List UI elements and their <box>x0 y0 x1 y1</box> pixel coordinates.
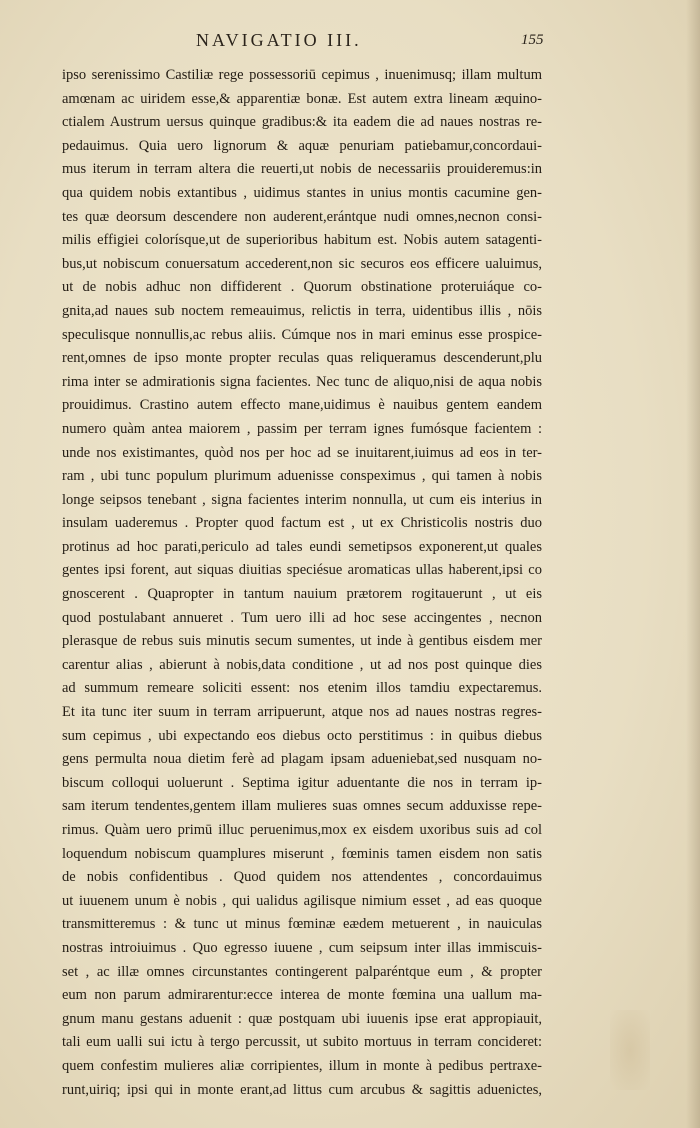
text-line: ipso serenissimo Castiliæ rege possessoriū cepimus , inuenimusq; illam multum <box>62 67 542 83</box>
text-line: rima inter se admirationis signa facientes. Nec tunc de aliquo,nisi de aqua nobis <box>62 373 542 390</box>
text-line: rent,omnes de ipso monte propter reculas quas reliqueramus descenderunt,plu <box>62 350 542 367</box>
text-line: de nobis confidentibus . Quod quidem nos attendentes , concordauimus <box>62 869 542 886</box>
text-line: amœnam ac uiridem esse,& apparentiæ bonæ. Est autem extra lineam æquino- <box>62 90 542 107</box>
text-line: gnoscerent . Quapropter in tantum nauium prætorem rogitauerunt , ut eis <box>62 586 542 603</box>
text-line: ut iuuenem unum è nobis , qui ualidus agilisque nimium esset , ad eas quoque <box>62 892 542 909</box>
text-line: nostras introiuimus . Quo egresso iuuene , cum seipsum inter illas immiscuis- <box>62 939 542 956</box>
page-header <box>0 30 700 58</box>
text-line: ad summum remeare soliciti essent: nos etenim illos tamdiu expectaremus. <box>62 680 542 697</box>
text-line: gnum manu gestans aduenit : quæ postquam ubi iuuenis ipse erat appropiauit, <box>62 1010 542 1027</box>
text-line: mus iterum in terram altera die reuerti,ut nobis de necessariis prouideremus:in <box>62 161 542 178</box>
text-line: bus,ut nobiscum conuersatum accederent,non sic securos eos efficere ualuimus, <box>62 255 542 272</box>
text-line: Et ita tunc iter suum in terram arripuerunt, atque nos ad naues nostras regres- <box>62 704 542 721</box>
text-line: longe seipsos tenebant , signa facientes interim nonnulla, ut cum eis interius in <box>62 491 542 508</box>
page-edge-shadow <box>686 0 700 1128</box>
text-line: set , ac illæ omnes circunstantes contingerent palparéntque eum , & propter <box>62 963 542 980</box>
body-text <box>62 64 542 1102</box>
text-line: speculisque nonnullis,ac rebus aliis. Cúmque nos in mari eminus esse prospice- <box>62 326 542 343</box>
text-line: ram , ubi tunc populum plurimum aduenisse conspeximus , qui tamen à nobis <box>62 468 542 485</box>
paper-stain <box>610 1010 650 1090</box>
text-line: pedauimus. Quia uero lignorum & aquæ penuriam patiebamur,concordaui- <box>62 137 542 154</box>
text-line: biscum colloqui uoluerunt . Septima igitur aduentante die nos in terram ip- <box>62 774 542 791</box>
text-line: quod postulabant annueret . Tum uero illi ad hoc sese accingentes , necnon <box>62 609 542 626</box>
text-line: gentes ipsi forent, aut siquas diuitias speciésue aromaticas ullas haberent,ipsi co <box>62 562 542 579</box>
running-head: NAVIGATIO III. <box>196 30 362 50</box>
text-line: runt,uiriq; ipsi qui in monte erant,ad littus cum arcubus & sagittis aduenictes, <box>62 1081 542 1098</box>
text-line: protinus ad hoc parati,periculo ad tales eundi semetipsos exponerent,ut quales <box>62 538 542 555</box>
text-line: ut de nobis adhuc non diffiderent . Quorum obstinatione proteruiáque co- <box>62 279 542 296</box>
text-line: insulam uaderemus . Propter quod factum est , ut ex Christicolis nostris duo <box>62 515 542 532</box>
text-line: transmitteremus : & tunc ut minus fœminæ eædem metuerent , in nauiculas <box>62 916 542 933</box>
text-line: plerasque de rebus suis minutis secum sumentes, ut inde à gentibus eisdem mer <box>62 633 542 650</box>
text-line: sam iterum tendentes,gentem illam mulieres suas omnes secum adduxisse repe- <box>62 798 542 815</box>
text-line: numero quàm antea maiorem , passim per terram ignes fumósque facientem : <box>62 420 542 437</box>
page-number: 155 <box>521 32 544 48</box>
text-line: ctialem Austrum uersus quinque gradibus:& ita eadem die ad naues nostras re- <box>62 114 542 131</box>
text-line: gnita,ad naues sub noctem remeauimus, relictis in terra, uidentibus illis , nōis <box>62 302 542 319</box>
text-line: milis effigiei colorísque,ut de superioribus habitum est. Nobis autem satagenti- <box>62 232 542 249</box>
text-line: prouidimus. Crastino autem effecto mane,uidimus è nauibus gentem eandem <box>62 397 542 414</box>
text-line: quem confestim mulieres aliæ corripientes, illum in monte à pedibus pertraxe- <box>62 1057 542 1074</box>
text-line: sum cepimus , ubi expectando eos diebus octo perstitimus : in quibus diebus <box>62 727 542 744</box>
text-line: loquendum nobiscum quamplures miserunt , fœminis tamen eisdem non satis <box>62 845 542 862</box>
text-line: qua quidem nobis extantibus , uidimus stantes in unius montis cacumine gen- <box>62 184 542 201</box>
text-line: carentur alias , abierunt à nobis,data conditione , ut ad nos post quinque dies <box>62 656 542 673</box>
text-line: unde nos existimantes, quòd nos per hoc ad se inuitarent,iuimus ad eos in ter- <box>62 444 542 461</box>
text-line: rimus. Quàm uero primū illuc peruenimus,mox ex eisdem uxoribus suis ad col <box>62 822 542 838</box>
text-line: tali eum ualli sui ictu à tergo percussit, ut subito mortuus in terram concideret: <box>62 1034 542 1051</box>
text-line: tes quæ deorsum descendere non auderent,erántque nudi omnes,necnon consi- <box>62 208 542 225</box>
text-line: eum non parum admirarentur:ecce interea de monte fœmina una uallum ma- <box>62 987 542 1004</box>
text-line: gens permulta noua dietim ferè ad plagam ipsam adueniebat,sed nusquam no- <box>62 751 542 768</box>
